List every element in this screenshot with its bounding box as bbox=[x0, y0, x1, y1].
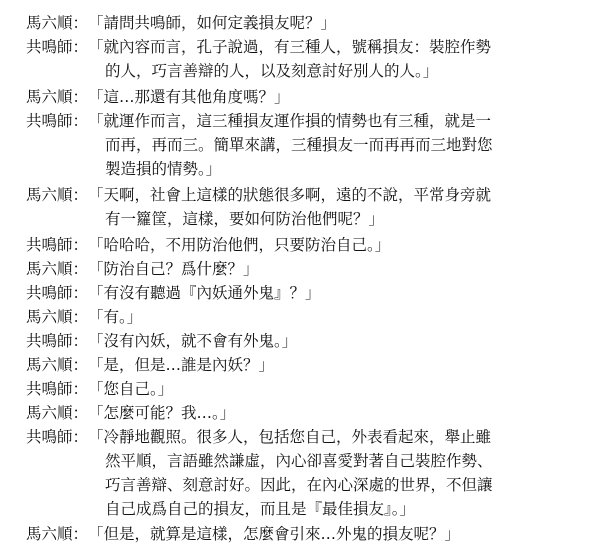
speaker-label: 共鳴師： bbox=[26, 332, 89, 350]
utterance-line: 製造損的情勢。」 bbox=[105, 160, 222, 178]
utterance-line: 「冷靜地觀照。很多人，包括您自己，外表看起來，舉止雖 bbox=[88, 428, 492, 446]
utterance-line: 「怎麼可能？我…。」 bbox=[88, 404, 236, 422]
utterance-line: 「有沒有聽過『內妖通外鬼』？」 bbox=[88, 284, 321, 302]
utterance-line: 然平順，言語雖然謙虛，內心卻喜愛對著自己裝腔作勢、 bbox=[105, 452, 493, 470]
utterance-line: 「是，但是…誰是內妖？」 bbox=[88, 356, 275, 374]
speaker-label: 共鳴師： bbox=[26, 284, 89, 302]
speaker-label: 共鳴師： bbox=[26, 112, 89, 130]
utterance-line: 「就運作而言，這三種損友運作損的情勢也有三種，就是一 bbox=[88, 112, 492, 130]
utterance-line: 自己成爲自己的損友，而且是『最佳損友』。」 bbox=[105, 500, 416, 518]
speaker-label: 共鳴師： bbox=[26, 380, 89, 398]
speaker-label: 共鳴師： bbox=[26, 38, 89, 56]
utterance-line: 「您自己。」 bbox=[88, 380, 174, 398]
utterance-line: 「這…那還有其他角度嗎？」 bbox=[88, 88, 290, 106]
utterance-line: 「天啊，社會上這樣的狀態很多啊，遠的不說，平常身旁就 bbox=[88, 186, 492, 204]
utterance-line: 的人，巧言善辯的人，以及刻意討好別人的人。」 bbox=[105, 62, 439, 80]
speaker-label: 馬六順： bbox=[26, 356, 89, 374]
speaker-label: 馬六順： bbox=[26, 88, 89, 106]
utterance-line: 「但是，就算是這樣，怎麼會引來…外鬼的損友呢？」 bbox=[88, 525, 461, 543]
speaker-label: 馬六順： bbox=[26, 404, 89, 422]
speaker-label: 馬六順： bbox=[26, 525, 89, 543]
speaker-label: 馬六順： bbox=[26, 308, 89, 326]
utterance-line: 「沒有內妖，就不會有外鬼。」 bbox=[88, 332, 298, 350]
utterance-line: 巧言善辯、刻意討好。因此，在內心深處的世界，不但讓 bbox=[105, 476, 493, 494]
speaker-label: 共鳴師： bbox=[26, 236, 89, 254]
utterance-line: 「防治自己？爲什麼？」 bbox=[88, 260, 259, 278]
speaker-label: 馬六順： bbox=[26, 14, 89, 32]
utterance-line: 「有。」 bbox=[88, 308, 143, 326]
speaker-label: 馬六順： bbox=[26, 260, 89, 278]
utterance-line: 「請問共鳴師，如何定義損友呢？」 bbox=[88, 14, 337, 32]
utterance-line: 而再，再而三。簡單來講，三種損友一而再再而三地對您 bbox=[105, 136, 493, 154]
speaker-label: 共鳴師： bbox=[26, 428, 89, 446]
speaker-label: 馬六順： bbox=[26, 186, 89, 204]
utterance-line: 「就內容而言，孔子說過，有三種人，號稱損友：裝腔作勢 bbox=[88, 38, 492, 56]
utterance-line: 「哈哈哈，不用防治他們，只要防治自己。」 bbox=[88, 236, 391, 254]
utterance-line: 有一籮筐，這樣，要如何防治他們呢？」 bbox=[105, 210, 385, 228]
